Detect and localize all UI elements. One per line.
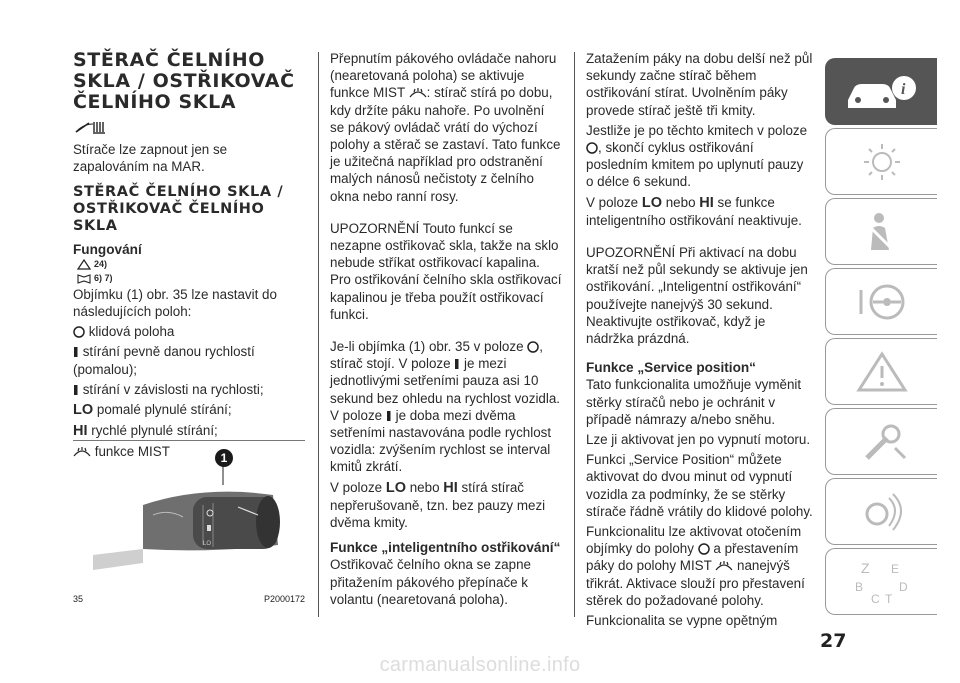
chapter-tab-car-info[interactable] — [825, 58, 937, 125]
wiper-icon — [73, 119, 305, 139]
intermittent-icon — [73, 346, 79, 358]
lo-hi-paragraph: V poloze LO nebo HI stírá stírač nepřerušovaně, tzn. bez pauzy mezi dvěma kmity. — [330, 479, 546, 531]
chapter-tab-multimedia[interactable] — [825, 478, 937, 545]
circle-off-icon — [586, 142, 598, 154]
column-3 — [586, 50, 814, 632]
paragraph-1: Zatažením páky na dobu delší než půl sekundy začne stírač během ostřikování stírat. Uvolněním páky provede stírač ještě tři kmity. — [586, 51, 813, 118]
callout-1: 1 — [215, 449, 233, 467]
chapter-tab-maintenance[interactable] — [825, 408, 937, 475]
page-number: 27 — [820, 630, 847, 652]
index-letter: E — [890, 561, 899, 576]
steering-icon — [847, 280, 917, 324]
warning-ref-1: 24) — [77, 258, 305, 272]
paragraph-4: Tato funkcionalita umožňuje vyměnit stěrky stíračů nebo je ochránit v případě námrazy a/nebo sněhu. — [586, 377, 802, 427]
mist-paragraph: Přepnutím pákového ovládače nahoru (nearetovaná poloha) se aktivuje funkce MIST : stírač stírá po dobu, kdy držíte páku nahoře. Po uvolnění se pákový ovládač vrátí do výchozí polohy a stěrač se zastaví. Tato funkce je užitečná například pro odstranění malých nánosů nečistoty z čelního okna nebo ranní rosy. — [330, 51, 561, 204]
auto-icon — [386, 410, 392, 422]
svg-text:i: i — [900, 80, 905, 98]
lights-icon — [847, 140, 917, 184]
index-letter: Z — [860, 559, 870, 576]
column-1 — [73, 50, 305, 464]
circle-off-icon — [698, 543, 710, 555]
chapter-tab-emergency[interactable] — [825, 338, 937, 405]
paragraph-6: Funkci „Service Position“ můžete aktivovat do dvou minut od vypnutí vozidla za podmínky, že se stěrky stírače řádně vrátily do klidové polohy. — [586, 452, 813, 519]
warning-paragraph: UPOZORNĚNÍ Při aktivací na dobu kratší než půl sekundy se aktivuje jen ostřikování. „Inteligentní ostřikování“ používejte nanejvýš 30 sekund. Neaktivujte ostřikovač, když je nádržka prázdná. — [586, 245, 808, 347]
intermittent-icon — [454, 358, 460, 370]
position-off: klidová poloha — [73, 323, 305, 340]
mist-icon — [715, 560, 733, 572]
seatbelt-icon — [847, 210, 917, 254]
position-fixed: stírání pevně danou rychlostí (pomalou); — [73, 344, 255, 377]
chapter-tab-safety[interactable] — [825, 198, 937, 265]
position-paragraph: Je-li objímka (1) obr. 35 v poloze , stírač stojí. V poloze je mezi jednotlivými setřeními pauza asi 10 sekund bez ohledu na rychlost vozidla. V poloze je doba mezi dvěma setřeními nastavována podle rychlost vozidla: zvýšením rychlost se interval kmitů zkrátí. — [330, 339, 561, 475]
paragraph-3: V poloze LO nebo HI se funkce inteligentního ostřikování neaktivuje. — [586, 194, 802, 228]
index-letter: C — [870, 591, 880, 606]
book-warning-icon — [77, 273, 91, 284]
auto-icon — [73, 384, 79, 396]
svg-text:LO: LO — [203, 541, 212, 547]
tech-data-icon — [847, 490, 917, 534]
position-lo: LO pomalé plynulé stírání; — [73, 402, 232, 419]
paragraph-7: Funkcionalitu lze aktivovat otočením objímky do polohy a přestavením páky do polohy MIST nanejvýš třikrát. Aktivace slouží pro přestavení stěrek do požadované polohy. — [586, 524, 805, 608]
index-letter: T — [884, 591, 892, 606]
circle-off-icon — [73, 326, 85, 338]
subsection-heading: STĚRAČ ČELNÍHO SKLA / OSTŘIKOVAČ ČELNÍHO SKLA — [73, 183, 284, 234]
hand-warning-icon — [77, 259, 91, 270]
figure-35 — [73, 440, 305, 604]
paragraph-8: Funkcionalita se vypne opětným — [586, 613, 778, 629]
smart-wash-heading: Funkce „inteligentního ostřikování“ — [330, 540, 561, 556]
warning-ref-2: 6) 7) — [77, 272, 305, 286]
column-divider-1 — [318, 52, 319, 617]
paragraph-5: Lze ji aktivovat jen po vypnutí motoru. — [586, 432, 811, 448]
positions-intro: Objímku (1) obr. 35 lze nastavit do následujících poloh: — [73, 286, 277, 320]
smart-wash-paragraph: Ostřikovač čelního okna se zapne přitažením pákového přepínače k volantu (nearetovaná poloha). — [330, 557, 531, 607]
index-icon — [847, 557, 917, 607]
mist-icon — [409, 87, 427, 99]
warning-paragraph: UPOZORNĚNÍ Touto funkcí se nezapne ostřikovač skla, takže na sklo nebude stříkat ostřikovací kapalina. Pro ostřikování čelního skla ostřikovací kapalinou je třeba použít ostřikovací funkci. — [330, 220, 562, 322]
position-hi: HI rychlé plynulé stírání; — [73, 423, 218, 440]
column-2 — [330, 50, 562, 611]
section-heading: STĚRAČ ČELNÍHO SKLA / OSTŘIKOVAČ ČELNÍHO SKLA — [73, 49, 295, 113]
intro-text: Stírače lze zapnout jen se zapalováním na MAR. — [73, 142, 228, 175]
position-mist: funkce MIST — [73, 443, 305, 460]
car-info-icon — [842, 70, 922, 114]
wrench-icon — [847, 420, 917, 464]
chapter-tab-lights[interactable] — [825, 128, 937, 195]
chapter-tab-driving[interactable] — [825, 268, 937, 335]
index-letter: D — [898, 579, 908, 594]
service-position-heading: Funkce „Service position“ — [586, 360, 756, 376]
warning-triangle-icon — [847, 350, 917, 394]
watermark: carmanualsonline.info — [379, 654, 581, 676]
wiper-stalk-illustration — [73, 445, 305, 595]
chapter-tab-index[interactable] — [825, 548, 937, 615]
fungovani-heading: Fungování — [73, 241, 142, 257]
figure-code: P2000172 — [263, 594, 305, 604]
paragraph-2: Jestliže je po těchto kmitech v poloze , skončí cyklus ostřikování posledním kmitem po uplynutí pauzy o délce 6 sekund. — [586, 122, 808, 190]
index-letter: B — [854, 579, 863, 594]
chapter-index-sidebar — [825, 58, 937, 618]
position-auto: stírání v závislosti na rychlosti; — [73, 381, 305, 398]
circle-off-icon — [527, 341, 539, 353]
column-divider-2 — [574, 52, 575, 617]
figure-number: 35 — [73, 594, 84, 604]
